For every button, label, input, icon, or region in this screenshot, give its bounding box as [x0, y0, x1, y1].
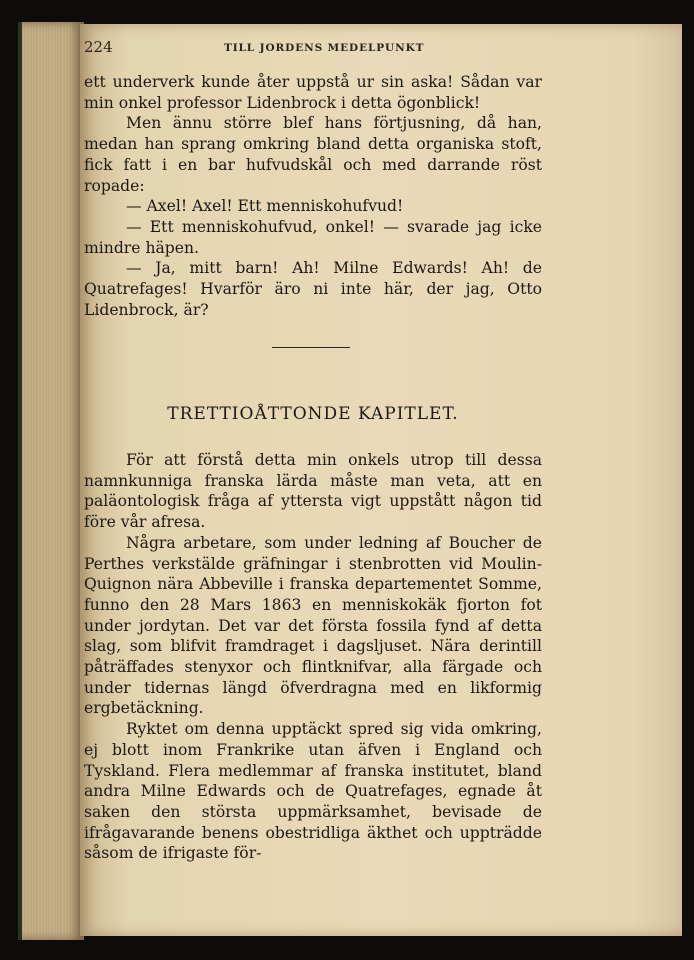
paragraph: Ryktet om denna upptäckt spred sig vida omkring, ej blott inom Frankrike utan äfven i England och Tyskland. Flera medlemmar af franska institutet, bland andra Milne Edwards och de Quatrefages, egnade åt saken den största uppmärksamhet, bevisade de ifrågavarande benens obestridliga äkthet och uppträdde såsom de ifrigaste för-	[84, 720, 542, 863]
paragraph: — Axel! Axel! Ett menniskohufvud!	[126, 197, 404, 216]
upper-text-block	[84, 72, 542, 320]
chapter-title: TRETTIOÅTTONDE KAPITLET.	[167, 404, 459, 424]
paragraph: För att förstå detta min onkels utrop till dessa namnkunniga franska lärda måste man veta, att en paläontologisk fråga af yttersta vigt uppstått någon tid före vår afresa.	[84, 451, 542, 532]
paragraph: ett underverk kunde åter uppstå ur sin aska! Sådan var min onkel professor Lidenbrock i detta ögonblick!	[84, 73, 542, 112]
paragraph: Några arbetare, som under ledning af Boucher de Perthes verkstälde gräfningar i stenbrotten vid Moulin-Quignon nära Abbeville i franska departementet Somme, funno den 28 Mars 1863 en menniskokäk fjorton fot under jordytan. Det var det första fossila fynd af detta slag, som blifvit framdraget i dagsljuset. Nära derintill påträffades stenyxor och flintknifvar, alla färgade och under tidernas längd öfverdragna med en likformig ergbetäckning.	[84, 533, 542, 718]
section-divider	[272, 347, 350, 348]
running-head: TILL JORDENS MEDELPUNKT	[224, 42, 425, 54]
paragraph: Men ännu större blef hans förtjusning, då han, medan han sprang omkring bland detta organiska stoft, fick fatt i en bar hufvudskål och med darrande röst ropade:	[84, 114, 542, 195]
lower-text-block	[84, 450, 542, 864]
paragraph: — Ett menniskohufvud, onkel! — svarade jag icke mindre häpen.	[84, 217, 542, 257]
page-header	[84, 38, 514, 58]
page-number: 224	[84, 38, 113, 56]
book-page-edges	[18, 22, 84, 940]
paragraph: — Ja, mitt barn! Ah! Milne Edwards! Ah! de Quatrefages! Hvarför äro ni inte här, der jag, Otto Lidenbrock, är?	[84, 259, 542, 319]
